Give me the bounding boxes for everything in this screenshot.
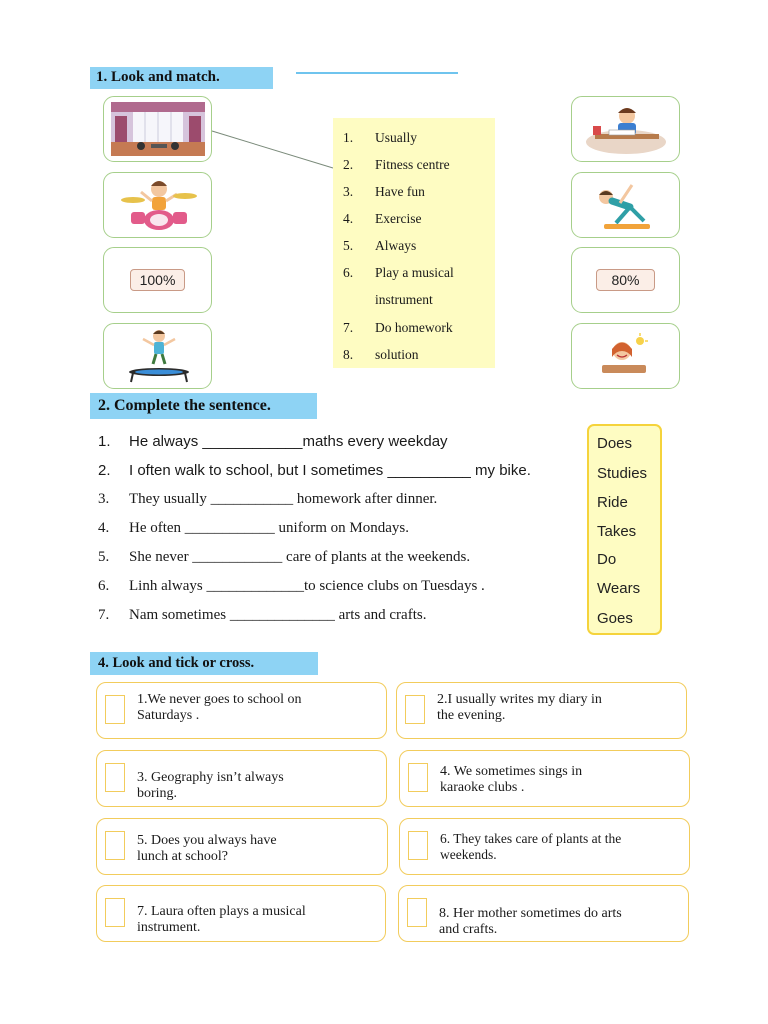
- answer-word[interactable]: Goes: [597, 610, 633, 627]
- tick-checkbox[interactable]: [408, 763, 428, 792]
- statement-card: [396, 682, 687, 739]
- percent-100-card[interactable]: [103, 247, 212, 313]
- statement-card: [399, 750, 690, 807]
- statement-text: 6. They takes care of plants at the weekends.: [440, 831, 622, 862]
- statement-text: 3. Geography isn’t always boring.: [137, 770, 284, 801]
- section4-title: 4. Look and tick or cross.: [90, 652, 318, 675]
- tick-checkbox[interactable]: [405, 695, 425, 724]
- tick-checkbox[interactable]: [408, 831, 428, 860]
- statement-text: 7. Laura often plays a musical instrument.: [137, 904, 306, 935]
- sentence-row: 6. Linh always _____________to science clubs on Tuesdays .: [98, 578, 485, 594]
- gym-picture-icon: [111, 102, 205, 156]
- exercise-picture-icon: [586, 177, 666, 233]
- sentence-row: 3. They usually ___________ homework after dinner.: [98, 491, 438, 507]
- statement-text: 8. Her mother sometimes do arts and crafts.: [439, 906, 622, 937]
- statement-text: 5. Does you always have lunch at school?: [137, 833, 277, 864]
- statement-text: 2.I usually writes my diary in the evening.: [437, 692, 602, 723]
- answer-word[interactable]: Does: [597, 435, 633, 452]
- percent-80-label: 80%: [596, 269, 654, 291]
- statement-card: [398, 885, 689, 942]
- tick-checkbox[interactable]: [105, 763, 125, 792]
- drummer-picture-card[interactable]: [103, 172, 212, 238]
- tick-checkbox[interactable]: [105, 831, 125, 860]
- fun-picture-card[interactable]: [571, 323, 680, 389]
- statement-card: [96, 885, 386, 942]
- trampoline-picture-icon: [123, 328, 193, 384]
- section2-title: 2. Complete the sentence.: [90, 393, 317, 419]
- gym-picture-card[interactable]: [103, 96, 212, 162]
- tick-checkbox[interactable]: [105, 695, 125, 724]
- sentence-row: 5. She never ____________ care of plants at the weekends.: [98, 549, 471, 565]
- answer-word[interactable]: Do: [597, 551, 617, 568]
- fun-picture-icon: [596, 331, 656, 381]
- statement-text: 4. We sometimes sings in karaoke clubs .: [440, 764, 583, 795]
- exercise-picture-card[interactable]: [571, 172, 680, 238]
- sentence-row: 7. Nam sometimes ______________ arts and crafts.: [98, 607, 427, 623]
- statement-card: [96, 750, 387, 807]
- percent-100-label: 100%: [130, 269, 186, 291]
- answer-word[interactable]: Ride: [597, 494, 628, 511]
- tick-checkbox[interactable]: [105, 898, 125, 927]
- homework-picture-icon: [581, 102, 671, 156]
- homework-picture-card[interactable]: [571, 96, 680, 162]
- statement-card: [399, 818, 690, 875]
- title-underline: [296, 72, 458, 74]
- answer-word-box: [587, 424, 662, 635]
- section1-title: 1. Look and match.: [90, 67, 273, 89]
- word-list: 1. Usually 2. Fitness centre 3. Have fun 4. Exercise 5. Always 6. Play a musical instrument 7. Do homework 8. solution: [333, 118, 495, 368]
- answer-word[interactable]: Studies: [597, 465, 648, 482]
- answer-word[interactable]: Wears: [597, 580, 641, 597]
- trampoline-picture-card[interactable]: [103, 323, 212, 389]
- percent-80-card[interactable]: [571, 247, 680, 313]
- statement-text: 1.We never goes to school on Saturdays .: [137, 692, 302, 723]
- answer-word[interactable]: Takes: [597, 523, 637, 540]
- sentence-row: 2. I often walk to school, but I sometimes __________ my bike.: [98, 462, 531, 479]
- statement-card: [96, 818, 388, 875]
- sentence-row: 1. He always ____________maths every weekday: [98, 433, 448, 450]
- tick-checkbox[interactable]: [407, 898, 427, 927]
- drummer-picture-icon: [113, 176, 203, 234]
- sentence-row: 4. He often ____________ uniform on Mondays.: [98, 520, 409, 536]
- statement-card: [96, 682, 387, 739]
